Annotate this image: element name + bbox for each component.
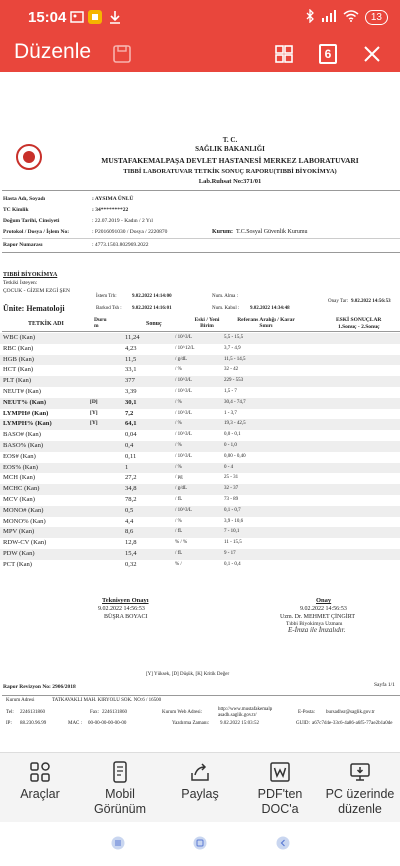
result-value: 0,5	[125, 506, 134, 514]
test-name: PCT (Kan)	[3, 560, 32, 568]
page-count: 6	[319, 44, 337, 64]
word-doc-icon	[269, 761, 291, 783]
table-row	[0, 549, 400, 560]
test-name: NEUT# (Kan)	[3, 388, 41, 395]
save-button[interactable]	[108, 40, 136, 68]
address: TATKAVAKLI MAH. KIRYOLU SOK. NO:6 / 16500	[52, 698, 162, 703]
test-name: WBC (Kan)	[3, 334, 36, 341]
unit: / fL	[175, 497, 183, 502]
result-value: 7,2	[125, 409, 134, 417]
reference-range: 32 - 42	[224, 367, 239, 373]
download-icon	[108, 10, 122, 24]
reference-range: 5,5 - 15,5	[224, 335, 244, 340]
legend: [Y] Yüksek, [D] Düşük, [K] Kritik Değer	[146, 672, 230, 677]
unit: / 10^3/L	[175, 378, 192, 384]
test-name: EOS# (Kan)	[3, 452, 36, 460]
test-name: RDW-CV (Kan)	[3, 539, 47, 547]
status-flag: [Y]	[90, 420, 98, 427]
app-notification-icon	[88, 10, 102, 24]
col-result: Sonuç	[146, 321, 162, 327]
reference-range: 7 - 10,1	[224, 529, 240, 535]
unit: / 10^3/L	[175, 335, 192, 340]
dob-label: Doğum Tarihi, Cinsiyeti	[3, 218, 60, 224]
test-name: MCV (Kan)	[3, 496, 35, 503]
e-signature: E-İmza ile İmzalıdır.	[288, 626, 346, 634]
result-value: 15,4	[125, 550, 137, 557]
close-icon	[362, 44, 382, 64]
unit: / 10^3/L	[175, 507, 192, 513]
tc-value: : 34********22	[92, 207, 129, 213]
ministry-logo	[16, 144, 42, 170]
ip-label: IP:	[6, 721, 12, 726]
reference-range: 0,0 - 0,1	[224, 432, 241, 438]
test-name: MCHC (Kan)	[3, 485, 40, 493]
approver-name: Uzm. Dr. MEHMET ÇİNGİRT	[280, 614, 356, 620]
table-row	[0, 517, 400, 528]
mobile-view-button[interactable]	[80, 753, 160, 823]
system-nav-bar	[0, 822, 400, 866]
result-value: 4,23	[125, 344, 137, 352]
approval-date: 9.02.2022 14:56:53	[300, 606, 347, 612]
test-name: MPV (Kan)	[3, 528, 35, 536]
unit: / %	[175, 464, 182, 470]
reference-range: 229 - 553	[224, 378, 244, 384]
status-bar	[0, 0, 400, 36]
report-no-value: : 4773.1503.802969.2022	[92, 242, 149, 248]
email: bursadhsr@saglik.gov.tr	[326, 710, 375, 715]
table-row	[0, 376, 400, 387]
unit: % / %	[175, 540, 188, 546]
tools-icon	[29, 761, 51, 783]
test-name: LYMPH% (Kan)	[3, 420, 52, 428]
unit: / 10^3/L	[175, 389, 192, 394]
test-name: NEUT% (Kan)	[3, 398, 47, 406]
reference-range: 9 - 17	[224, 551, 236, 556]
result-value: 8,6	[125, 528, 134, 536]
divider	[2, 331, 400, 332]
reference-range: 32 - 37	[224, 486, 239, 492]
test-name: PLT (Kan)	[3, 377, 32, 385]
mac: 00-00-00-00-00-00	[88, 721, 127, 726]
app-toolbar	[0, 36, 400, 72]
mac-label: MAC :	[68, 721, 83, 726]
tel: 2246131860	[20, 710, 45, 715]
col-old-sub: 1.Sonuç - 2.Sonuç	[338, 324, 380, 330]
test-name: MCH (Kan)	[3, 474, 36, 482]
divider	[2, 695, 400, 696]
protocol-label: Protokol / Dosya / İşlem No:	[3, 229, 70, 235]
table-row	[0, 463, 400, 474]
unit: / %	[175, 443, 182, 448]
test-name: HGB (Kan)	[3, 355, 34, 363]
mobile-view-icon	[109, 761, 131, 783]
result-value: 27,2	[125, 474, 137, 482]
mobile-view-label: Mobil Görünüm	[93, 787, 147, 816]
reference-range: 3,7 - 4,9	[224, 345, 241, 351]
reference-range: 25 - 31	[224, 475, 239, 481]
tel-label: Tel:	[6, 710, 14, 715]
divider	[2, 238, 400, 239]
table-row	[0, 365, 400, 376]
section-title: TIBBİ BİYOKİMYA	[3, 272, 58, 278]
menu-nav-icon[interactable]	[111, 836, 125, 850]
reference-range: 0,00 - 0,40	[224, 453, 246, 459]
share-button[interactable]	[160, 753, 240, 823]
result-value: 0,04	[125, 431, 137, 439]
unit: / g/dL	[175, 486, 188, 492]
table-row	[0, 495, 400, 506]
test-name: EOS% (Kan)	[3, 463, 38, 471]
pc-edit-icon	[349, 761, 371, 783]
col-test: TETKİK ADI	[28, 321, 64, 327]
grid-view-button[interactable]	[270, 40, 298, 68]
grid-icon	[274, 44, 294, 64]
result-value: 33,1	[125, 366, 137, 374]
unit: / 10^3/L	[175, 453, 192, 459]
unit: / fL	[175, 551, 183, 556]
result-value: 3,39	[125, 388, 137, 395]
pdf-to-doc-label: PDF'ten DOC'a	[257, 787, 303, 816]
divider	[2, 252, 400, 253]
table-row	[0, 473, 400, 484]
result-value: 12,8	[125, 539, 137, 547]
table-row	[0, 430, 400, 441]
unit: / %	[175, 518, 182, 524]
unit: / g/dL	[175, 356, 188, 362]
table-row	[0, 419, 400, 430]
reference-range: 11 - 15,5	[224, 540, 242, 546]
result-value: 11,24	[125, 334, 140, 341]
col-flag: Duru m	[94, 317, 107, 329]
requested-by-label: Tetkiki İsteyen:	[3, 280, 38, 286]
bluetooth-icon	[305, 9, 315, 26]
tc-label: TC Kimlik	[3, 207, 29, 213]
unit: / %	[175, 367, 182, 373]
institution-value: T.C.Sosyal Güvenlik Kurumu	[236, 229, 308, 235]
unit: % /	[175, 561, 182, 567]
unit: / 10^3/L	[175, 432, 192, 438]
result-value: 0,4	[125, 442, 134, 449]
dob-value: : 22.07.2019 - Kadın / 2 Yıl	[92, 218, 153, 224]
result-value: 11,5	[125, 355, 137, 363]
reference-range: 1 - 3,7	[224, 410, 237, 416]
divider	[2, 190, 400, 191]
test-name: LYMPH# (Kan)	[3, 409, 49, 417]
reference-range: 0 - 1,0	[224, 443, 237, 448]
web-address: http://www.mustafakemalpasadh.saglik.gov.tr/	[218, 707, 273, 718]
header-line-3: MUSTAFAKEMALPAŞA DEVLET HASTANESİ MERKEZ LABORATUVARI	[101, 156, 359, 165]
tech-approval-title: Teknisyen Onayı	[102, 597, 149, 604]
request-date: 9.02.2022 14:14:00	[132, 294, 172, 299]
table-row	[0, 484, 400, 495]
tools-button[interactable]	[0, 753, 80, 823]
patient-name: : AYSIMA ÜNLÜ	[92, 196, 134, 202]
table-row	[0, 398, 400, 409]
image-notification-icon	[70, 10, 84, 24]
reference-range: 19,3 - 42,5	[224, 421, 246, 427]
test-name: HCT (Kan)	[3, 366, 34, 374]
pc-edit-label: PC üzerinde düzenle	[325, 787, 395, 816]
document-page[interactable]	[0, 72, 400, 752]
tech-name: BÜŞRA BOYACI	[104, 614, 148, 620]
web-label: Kurum Web Adresi:	[162, 710, 203, 715]
header-line-2: SAĞLIK BAKANLIĞI	[195, 145, 265, 153]
requested-by: ÇOCUK - GİZEM EZGİ ŞEN	[3, 288, 70, 294]
result-value: 64,1	[125, 420, 137, 428]
close-button[interactable]	[358, 40, 386, 68]
pc-edit-button[interactable]	[320, 753, 400, 823]
unit: / 10^12/L	[175, 345, 195, 351]
fax: 2246131860	[102, 710, 127, 715]
share-label: Paylaş	[181, 787, 219, 801]
col-old: ESKİ SONUÇLAR	[336, 317, 382, 323]
guid: a67c7d4e-33c6-4a86-a6f5-77ae2b1a0de	[312, 721, 393, 726]
table-row	[0, 452, 400, 463]
test-name: BASO% (Kan)	[3, 442, 44, 449]
approve-date-label: Onay Tar:	[328, 299, 348, 304]
reference-range: 30,4 - 74,7	[224, 399, 246, 405]
protocol-value: : P2016091030 / Dosya / 2220870	[92, 229, 168, 235]
result-value: 377	[125, 377, 135, 385]
result-value: 0,11	[125, 452, 137, 460]
approve-date: 9.02.2022 14:56:53	[351, 299, 391, 304]
institution-label: Kurum:	[212, 229, 233, 235]
unit-label: Ünite: Hematoloji	[3, 304, 65, 313]
approval-title: Onay	[316, 597, 332, 604]
result-value: 78,2	[125, 496, 137, 503]
reference-range: 73 - 89	[224, 497, 239, 502]
table-row	[0, 527, 400, 538]
battery-indicator: 13	[365, 10, 388, 25]
revision-no: Rapor Revizyon No: 2906/2018	[3, 684, 76, 690]
result-value: 30,1	[125, 398, 137, 406]
pdf-to-doc-button[interactable]	[240, 753, 320, 823]
test-name: MONO% (Kan)	[3, 517, 46, 525]
print-time-label: Yazdırma Zamanı:	[172, 721, 210, 726]
header-line-4: TIBBİ LABORATUVAR TETKİK SONUÇ RAPORU(TIBBİ BİYOKİMYA)	[123, 168, 337, 175]
reference-range: 0 - 4	[224, 464, 234, 470]
accept-date: 9.02.2022 14:34:48	[250, 306, 290, 311]
col-unit: Eski / Yeni Birim	[194, 317, 220, 329]
approver-role: Tıbbi Biyokimya Uzmanı	[286, 621, 343, 627]
page-number: Sayfa 1/1	[374, 682, 395, 688]
reference-range: 1,5 - 7	[224, 389, 237, 394]
test-name: BASO# (Kan)	[3, 431, 41, 439]
reference-range: 3,9 - 10,6	[224, 518, 244, 524]
print-time: 9.02.2022 15:03:52	[220, 721, 260, 726]
table-row	[0, 355, 400, 366]
reference-range: 11,5 - 14,5	[224, 356, 246, 362]
unit: / pg	[175, 475, 183, 481]
header-line-5: Lab.Ruhsat No:371/01	[198, 178, 262, 185]
clock: 15:04	[28, 9, 67, 26]
tools-label: Araçlar	[20, 787, 60, 801]
col-ref: Referans Aralığı / Karar Sınırı	[237, 317, 295, 329]
patient-name-label: Hasta Adı, Soyadı	[3, 196, 46, 202]
sample-date-label: Barkod Tsh :	[96, 306, 122, 311]
unit: / fL	[175, 529, 183, 535]
table-row	[0, 344, 400, 355]
unit: / 10^3/L	[175, 410, 192, 416]
fax-label: Fax:	[90, 710, 99, 715]
table-row	[0, 387, 400, 398]
result-value: 1	[125, 463, 129, 471]
reference-range: 0,1 - 0,4	[224, 561, 241, 567]
sample-date: 9.02.2022 14:16:01	[132, 306, 172, 311]
save-icon	[112, 44, 132, 64]
status-flag: [Y]	[90, 409, 98, 416]
tech-approval-date: 9.02.2022 14:56:53	[98, 606, 145, 612]
header-line-1: T. C.	[222, 136, 238, 144]
test-name: MONO# (Kan)	[3, 506, 44, 514]
signal-icon	[321, 10, 337, 25]
accept-label: Num. Alma :	[212, 294, 238, 299]
wifi-icon	[343, 10, 359, 25]
guid-label: GUID:	[296, 721, 310, 726]
address-label: Kurum Adresi	[6, 698, 35, 703]
back-nav-icon[interactable]	[276, 836, 290, 850]
table-row	[0, 333, 400, 344]
status-flag: [D]	[90, 398, 98, 405]
result-value: 4,4	[125, 517, 134, 525]
unit: / %	[175, 399, 182, 405]
ip: 88.230.96.99	[20, 721, 47, 726]
email-label: E-Posta:	[298, 710, 315, 715]
page-count-button[interactable]	[314, 40, 342, 68]
share-icon	[189, 761, 211, 783]
toolbar-title: Düzenle	[14, 40, 92, 63]
bottom-toolbar	[0, 752, 400, 822]
table-row	[0, 560, 400, 571]
home-nav-icon[interactable]	[193, 836, 207, 850]
test-name: PDW (Kan)	[3, 550, 35, 557]
test-name: RBC (Kan)	[3, 344, 34, 352]
table-row	[0, 441, 400, 452]
result-value: 0,32	[125, 560, 137, 568]
unit: / %	[175, 421, 182, 427]
report-no-label: Rapor Numarası	[3, 242, 43, 248]
result-value: 34,8	[125, 485, 137, 493]
table-row	[0, 506, 400, 517]
table-row	[0, 409, 400, 420]
request-date-label: İstem Trh:	[96, 294, 117, 299]
accept-label-2: Num. Kabul :	[212, 306, 240, 311]
table-row	[0, 538, 400, 549]
reference-range: 0,1 - 0,7	[224, 507, 241, 513]
